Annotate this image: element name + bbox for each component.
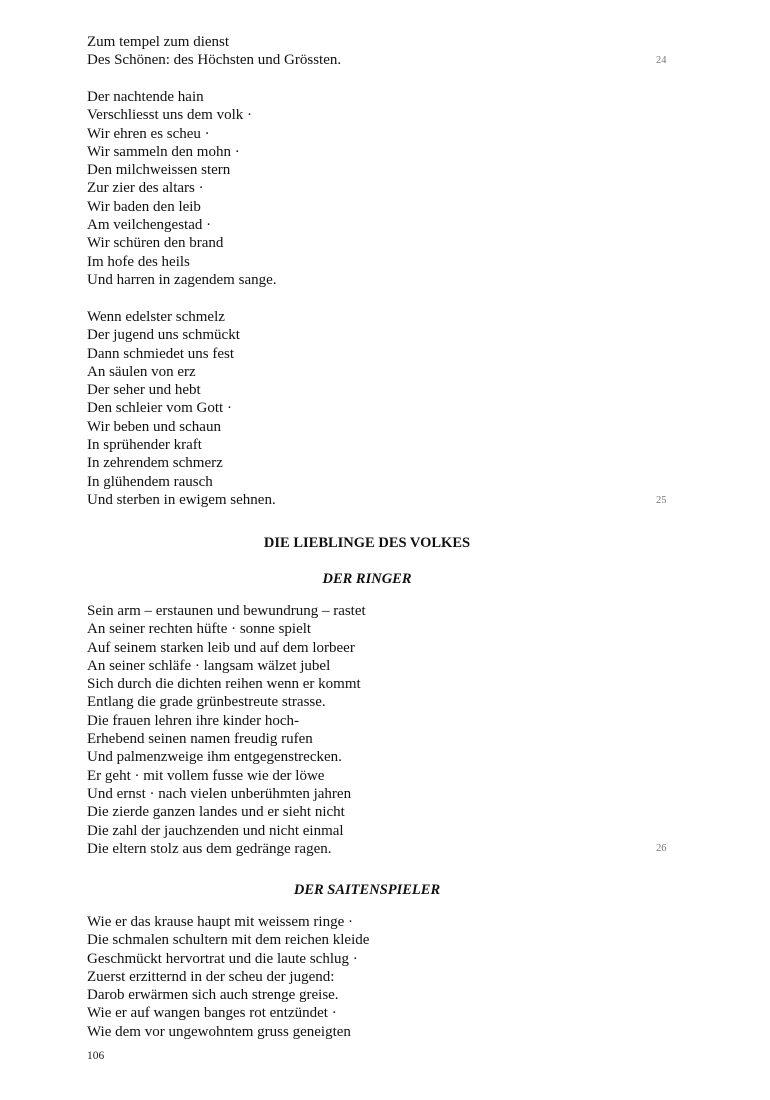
poem-line: An seiner schläfe · langsam wälzet jubel — [87, 657, 331, 674]
poem-line: Wir baden den leib — [87, 198, 201, 215]
poem-line: Wie er das krause haupt mit weissem ringe · — [87, 914, 353, 930]
poem-line: Und harren in zagendem sange. — [87, 271, 277, 288]
poem-line: Wie dem vor ungewohntem gruss geneigten — [87, 1023, 351, 1040]
poem-line: Sich durch die dichten reihen wenn er kommt — [87, 676, 361, 693]
poem-line: Die zierde ganzen landes und er sieht nicht — [87, 804, 345, 821]
poem-line: In zehrendem schmerz — [87, 455, 223, 472]
poem-line: Die eltern stolz aus dem gedränge ragen. — [87, 840, 332, 857]
poem-line: Die zahl der jauchzenden und nicht einmal — [87, 822, 344, 839]
stanza-1 — [87, 33, 647, 70]
poem-line: Die frauen lehren ihre kinder hoch- — [87, 712, 299, 729]
poem-line: Zur zier des altars · — [87, 180, 204, 197]
margin-line-number: 26 — [656, 843, 667, 854]
poem-line: Wir beben und schaun — [87, 418, 221, 435]
poem-line: In glühendem rausch — [87, 473, 213, 490]
poem-line: Der nachtende hain — [87, 89, 204, 105]
poem-line: Sein arm – erstaunen und bewundrung – rastet — [87, 603, 366, 619]
margin-line-number: 25 — [656, 495, 667, 506]
poem-line: Darob erwärmen sich auch strenge greise. — [87, 987, 339, 1004]
poem-line: Des Schönen: des Höchsten und Grössten. — [87, 52, 342, 69]
poem-line: Und palmenzweige ihm entgegenstrecken. — [87, 749, 342, 766]
poem-line: An säulen von erz — [87, 363, 196, 380]
section-heading: DIE LIEBLINGE DES VOLKES — [263, 535, 471, 551]
poem-line: Entlang die grade grünbestreute strasse. — [87, 694, 326, 711]
poem-line: In sprühender kraft — [87, 437, 202, 454]
poem-line: Den milchweissen stern — [87, 162, 231, 179]
page-number: 106 — [87, 1050, 105, 1062]
poem-line: Wir sammeln den mohn · — [87, 143, 240, 160]
poem-line: Zuerst erzitternd in der scheu der jugend: — [87, 968, 335, 985]
poem-line: Dann schmiedet uns fest — [87, 345, 235, 362]
poem-line: Den schleier vom Gott · — [87, 400, 232, 417]
stanza-4 — [87, 602, 647, 858]
poem-title: DER SAITENSPIELER — [293, 882, 441, 898]
stanza-2 — [87, 88, 647, 289]
poem-line: Der seher und hebt — [87, 382, 201, 399]
poem-line: Zum tempel zum dienst — [87, 34, 230, 50]
poem-line: An seiner rechten hüfte · sonne spielt — [87, 621, 312, 638]
poem-line: Und sterben in ewigem sehnen. — [87, 491, 276, 508]
poem-line: Wir ehren es scheu · — [87, 125, 210, 142]
poem-line: Wie er auf wangen banges rot entzündet · — [87, 1005, 337, 1022]
poem-line: Der jugend uns schmückt — [87, 327, 240, 344]
margin-line-number: 24 — [656, 55, 667, 66]
poem-line: Im hofe des heils — [87, 253, 190, 270]
poem-line: Und ernst · nach vielen unberühmten jahren — [87, 785, 352, 802]
poem-line: Wir schüren den brand — [87, 235, 224, 252]
poem-line: Am veilchengestad · — [87, 217, 212, 234]
poem-line: Er geht · mit vollem fusse wie der löwe — [87, 767, 325, 784]
poem-title: DER RINGER — [322, 571, 412, 587]
poem-line: Wenn edelster schmelz — [87, 309, 225, 325]
poem-line: Geschmückt hervortrat und die laute schlug · — [87, 950, 358, 967]
poem-line: Auf seinem starken leib und auf dem lorbeer — [87, 639, 355, 656]
poem-line: Erhebend seinen namen freudig rufen — [87, 731, 313, 748]
poem-line: Verschliesst uns dem volk · — [87, 107, 252, 124]
stanza-5 — [87, 913, 647, 1041]
poem-line: Die schmalen schultern mit dem reichen kleide — [87, 932, 370, 949]
stanza-3 — [87, 308, 647, 509]
